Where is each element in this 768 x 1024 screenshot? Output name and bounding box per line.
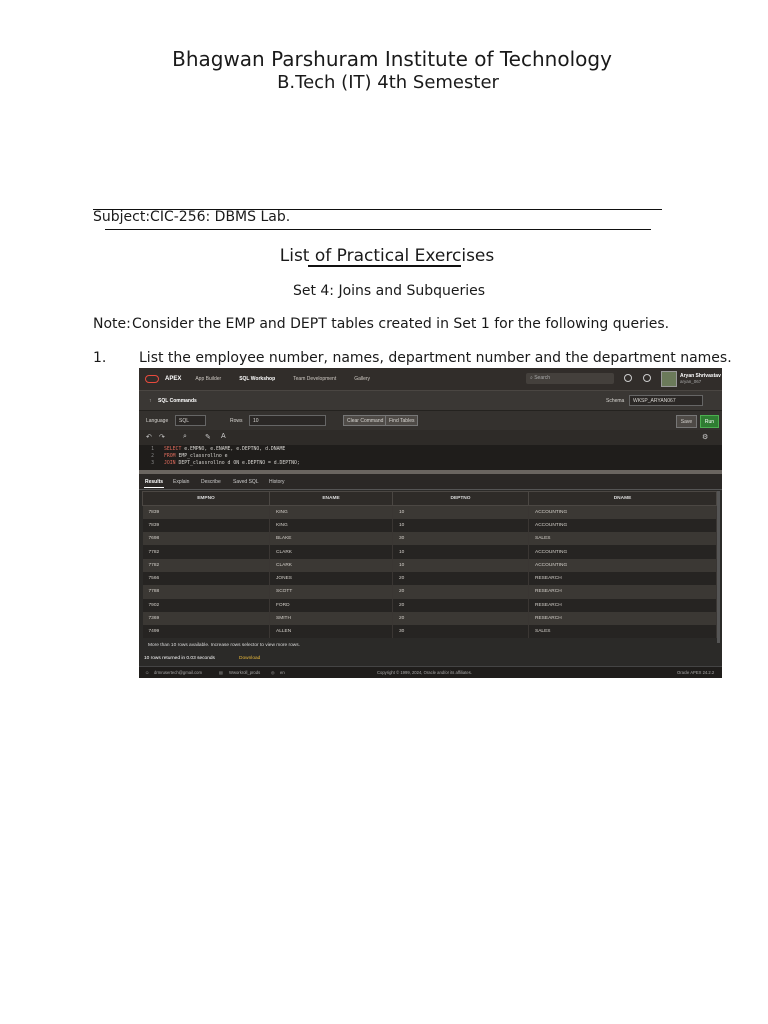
code-line: 2 FROM EMP_classrollno e <box>151 454 228 459</box>
download-link: Download <box>239 656 261 661</box>
footer-workspace: Wworkroll_prods <box>229 670 261 675</box>
editor-toolbar <box>139 430 722 445</box>
note <box>93 316 669 332</box>
column-header-ename: ENAME <box>270 492 393 506</box>
footer-lang: en <box>280 670 285 675</box>
database-icon: ▤ <box>219 670 223 675</box>
rows-select: 10 <box>249 415 326 426</box>
save-button: Save <box>676 415 697 428</box>
column-header-dname: DNAME <box>529 492 717 506</box>
language-select: SQL <box>175 415 206 426</box>
results-grid <box>142 491 716 638</box>
search-icon: ⌕ <box>183 433 187 440</box>
footer-version: Oracle APEX 24.2.2 <box>677 670 715 675</box>
column-header-deptno: DEPTNO <box>393 492 529 506</box>
code-line: 3 JOIN DEPT_classrollno d ON e.DEPTNO = d.DEPTNO; <box>151 461 300 466</box>
more-rows-message: More than 10 rows available. Increase rows selector to view more rows. <box>148 643 300 648</box>
oracle-logo-icon <box>145 375 159 383</box>
gear-icon: ⚙ <box>702 434 709 441</box>
nav-app-builder: App Builder <box>195 376 222 382</box>
clear-command-button: Clear Command <box>343 415 387 426</box>
help-icon <box>624 374 632 382</box>
text-case-icon: A <box>221 433 226 440</box>
list-title: List of Practical Exercises <box>279 246 495 266</box>
results-scrollbar <box>717 491 720 643</box>
user-id: aryan_067 <box>680 379 702 384</box>
commands-bar <box>139 390 722 410</box>
table-row: 7782 CLARK 10 ACCOUNTING <box>143 545 717 558</box>
table-row: 7499 ALLEN 30 SALES <box>143 625 717 638</box>
divider-bottom <box>105 229 651 230</box>
apex-search-placeholder: Search <box>534 375 551 381</box>
tab-saved-sql: Saved SQL <box>233 479 259 485</box>
table-row: 7839 KING 10 ACCOUNTING <box>143 506 717 519</box>
avatar <box>661 371 677 387</box>
schema-select: WKSP_ARYAN067 <box>629 395 703 406</box>
table-row: 7782 CLARK 10 ACCOUNTING <box>143 559 717 572</box>
schema-label: Schema <box>606 398 625 404</box>
redo-icon: ↷ <box>159 434 165 441</box>
rows-returned: 10 rows returned in 0.03 seconds <box>144 656 215 661</box>
user-icon: ☺ <box>145 670 150 675</box>
course-title: B.Tech (IT) 4th Semester <box>277 72 499 93</box>
table-row: 7698 BLAKE 30 SALES <box>143 532 717 545</box>
code-line: 1 SELECT e.EMPNO, e.ENAME, e.DEPTNO, d.DNAME <box>151 447 286 452</box>
nav-team-development: Team Development <box>293 376 337 382</box>
wrench-icon: ✎ <box>205 434 211 441</box>
tab-history: History <box>269 479 285 485</box>
apex-brand: APEX <box>165 376 182 382</box>
table-row: 7788 SCOTT 20 RESEARCH <box>143 585 717 598</box>
language-label: Language <box>146 418 169 424</box>
tab-explain: Explain <box>173 479 190 485</box>
commands-title: SQL Commands <box>158 398 197 404</box>
rows-label: Rows <box>230 418 243 424</box>
tab-results: Results <box>145 479 164 485</box>
apex-screenshot <box>139 368 722 678</box>
sql-editor <box>139 445 722 470</box>
tab-describe: Describe <box>201 479 221 485</box>
table-row: 7566 JONES 20 RESEARCH <box>143 572 717 585</box>
toolbar <box>139 410 722 430</box>
subject-line: Subject:CIC-256: DBMS Lab. <box>93 209 291 225</box>
table-row: 7902 FORD 20 RESEARCH <box>143 599 717 612</box>
results-tabs <box>139 474 722 490</box>
list-title-underline <box>308 265 461 267</box>
arrow-up-icon: ↑ <box>149 398 152 404</box>
note-label: Note: <box>93 316 131 332</box>
apex-topbar <box>139 368 722 390</box>
question-number: 1. <box>93 350 107 366</box>
globe-icon: ◎ <box>271 670 275 675</box>
footer-email: drmrusertech@gmail.com <box>154 670 202 675</box>
info-icon <box>643 374 651 382</box>
note-text: Consider the EMP and DEPT tables created in Set 1 for the following queries. <box>132 316 670 332</box>
column-header-empno: EMPNO <box>143 492 270 506</box>
apex-footer <box>139 666 722 678</box>
table-row: 7369 SMITH 20 RESEARCH <box>143 612 717 625</box>
undo-icon: ↶ <box>146 434 152 441</box>
nav-gallery: Gallery <box>354 376 371 382</box>
footer-copyright: Copyright © 1999, 2024, Oracle and/or its affiliates. <box>377 670 472 675</box>
run-button: Run <box>700 415 719 428</box>
nav-sql-workshop: SQL Workshop <box>239 376 276 382</box>
find-tables-button: Find Tables <box>385 415 418 426</box>
institute-title: Bhagwan Parshuram Institute of Technology <box>172 47 612 71</box>
question-text: List the employee number, names, department number and the department names. <box>139 350 732 366</box>
set-title: Set 4: Joins and Subqueries <box>292 283 486 299</box>
apex-search: ⌕ Search <box>526 373 614 384</box>
table-row: 7839 KING 10 ACCOUNTING <box>143 519 717 532</box>
user-name: Aryan Shrivastav <box>680 373 721 379</box>
